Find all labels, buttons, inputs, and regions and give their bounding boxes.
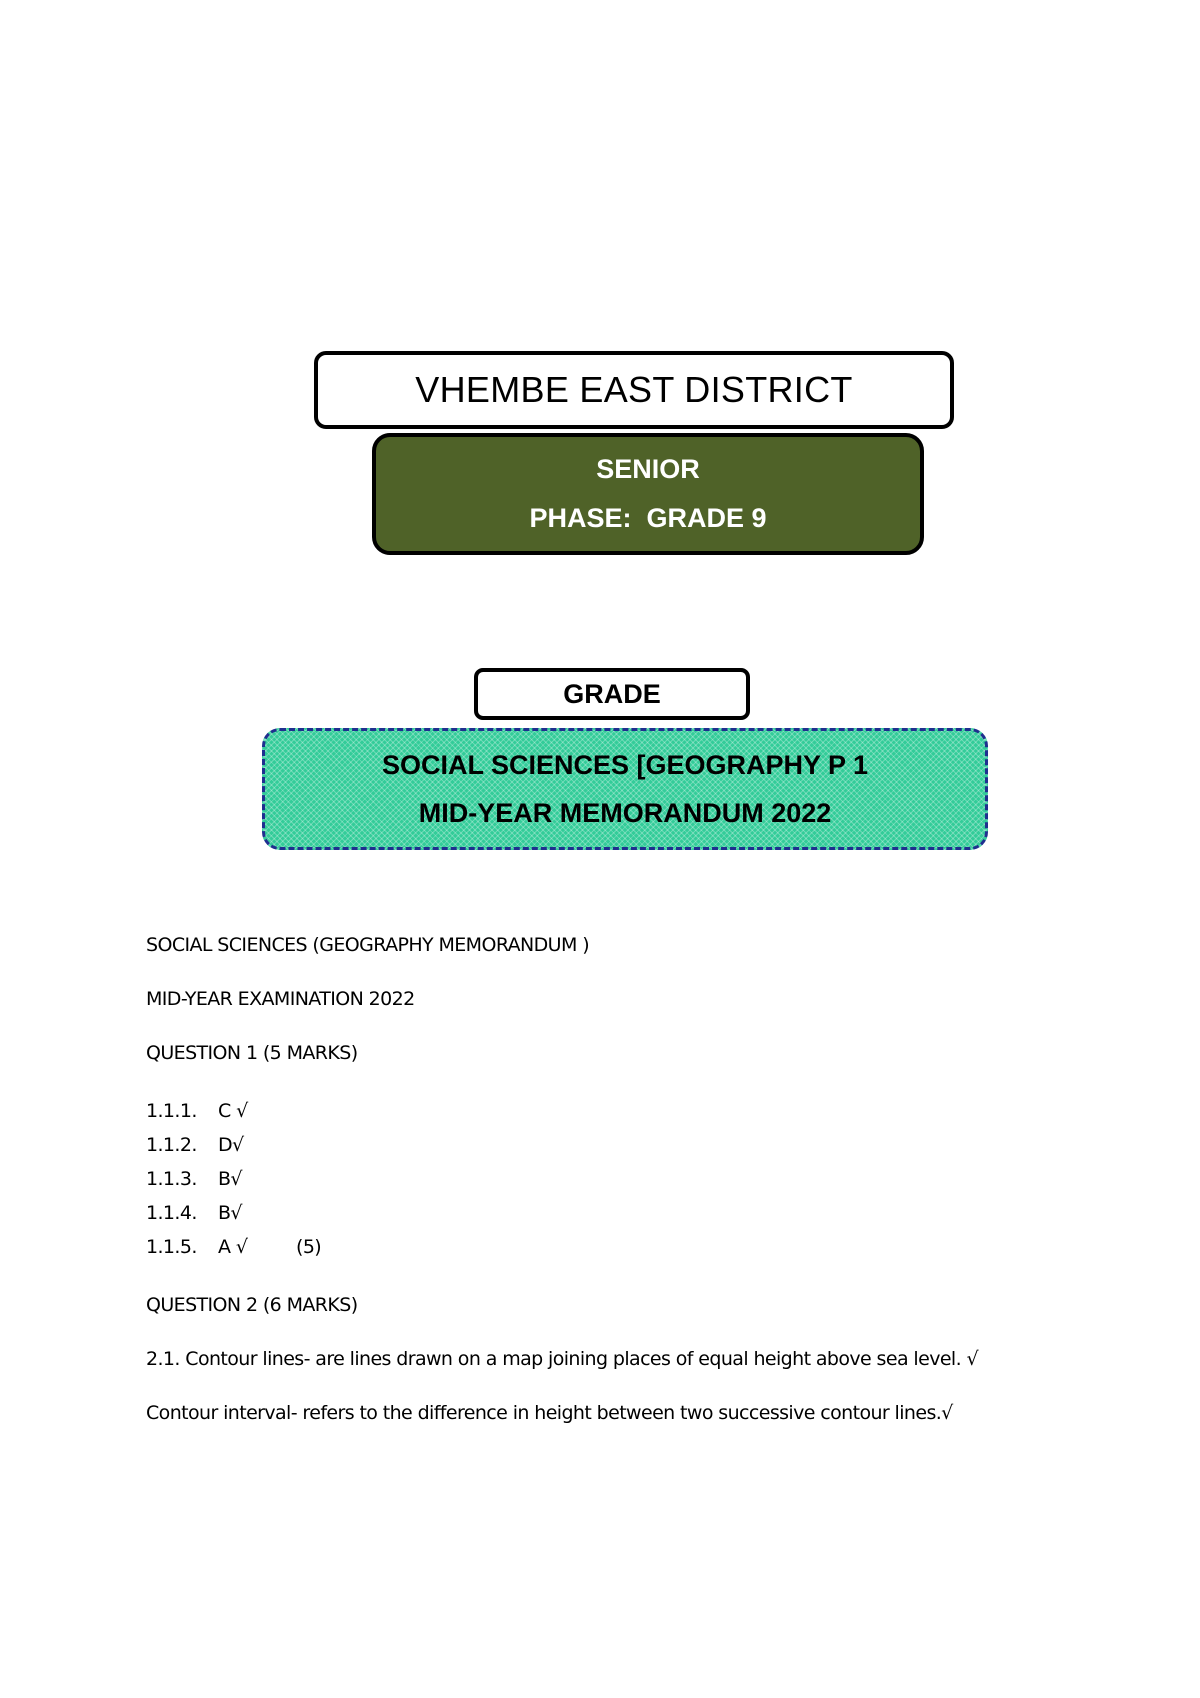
answer-row xyxy=(146,1230,1106,1264)
answer-number: 1.1.4. xyxy=(146,1202,197,1224)
subject-title: SOCIAL SCIENCES [GEOGRAPHY P 1 xyxy=(381,749,869,780)
district-title: VHEMBE EAST DISTRICT xyxy=(415,369,853,410)
answer-value: B√ xyxy=(218,1168,242,1190)
answer-number: 1.1.2. xyxy=(146,1134,197,1156)
memorandum-title: MID-YEAR MEMORANDUM 2022 xyxy=(418,797,832,828)
question1-heading: QUESTION 1 (5 MARKS) xyxy=(146,1042,358,1064)
answer-number: 1.1.1. xyxy=(146,1100,197,1122)
grade-label-box xyxy=(474,668,750,720)
memo-content xyxy=(146,932,1106,1454)
question1-answers xyxy=(146,1094,1106,1264)
district-title-box xyxy=(314,351,954,429)
contour-interval-answer: Contour interval- refers to the difference in height between two successive contour lines.√ xyxy=(146,1402,953,1424)
answer-value: C √ xyxy=(218,1100,248,1122)
phase-line-grade: PHASE: GRADE 9 xyxy=(529,503,767,533)
memo-title: SOCIAL SCIENCES (GEOGRAPHY MEMORANDUM ) xyxy=(146,934,590,956)
contour-lines-answer: 2.1. Contour lines- are lines drawn on a map joining places of equal height above sea level. √ xyxy=(146,1348,978,1370)
answer-row xyxy=(146,1196,1106,1230)
answer-row xyxy=(146,1128,1106,1162)
grade-label: GRADE xyxy=(563,678,661,709)
exam-title: MID-YEAR EXAMINATION 2022 xyxy=(146,988,415,1010)
phase-line-senior: SENIOR xyxy=(596,454,700,484)
answer-number: 1.1.5. xyxy=(146,1236,197,1258)
subject-box xyxy=(262,728,988,850)
answer-value: A √ xyxy=(218,1236,248,1258)
answer-row xyxy=(146,1162,1106,1196)
answer-value: B√ xyxy=(218,1202,242,1224)
answer-number: 1.1.3. xyxy=(146,1168,197,1190)
question2-heading: QUESTION 2 (6 MARKS) xyxy=(146,1294,358,1316)
answer-value: D√ xyxy=(218,1134,244,1156)
answer-row xyxy=(146,1094,1106,1128)
question1-total-mark: (5) xyxy=(296,1236,322,1258)
phase-box xyxy=(372,433,924,555)
